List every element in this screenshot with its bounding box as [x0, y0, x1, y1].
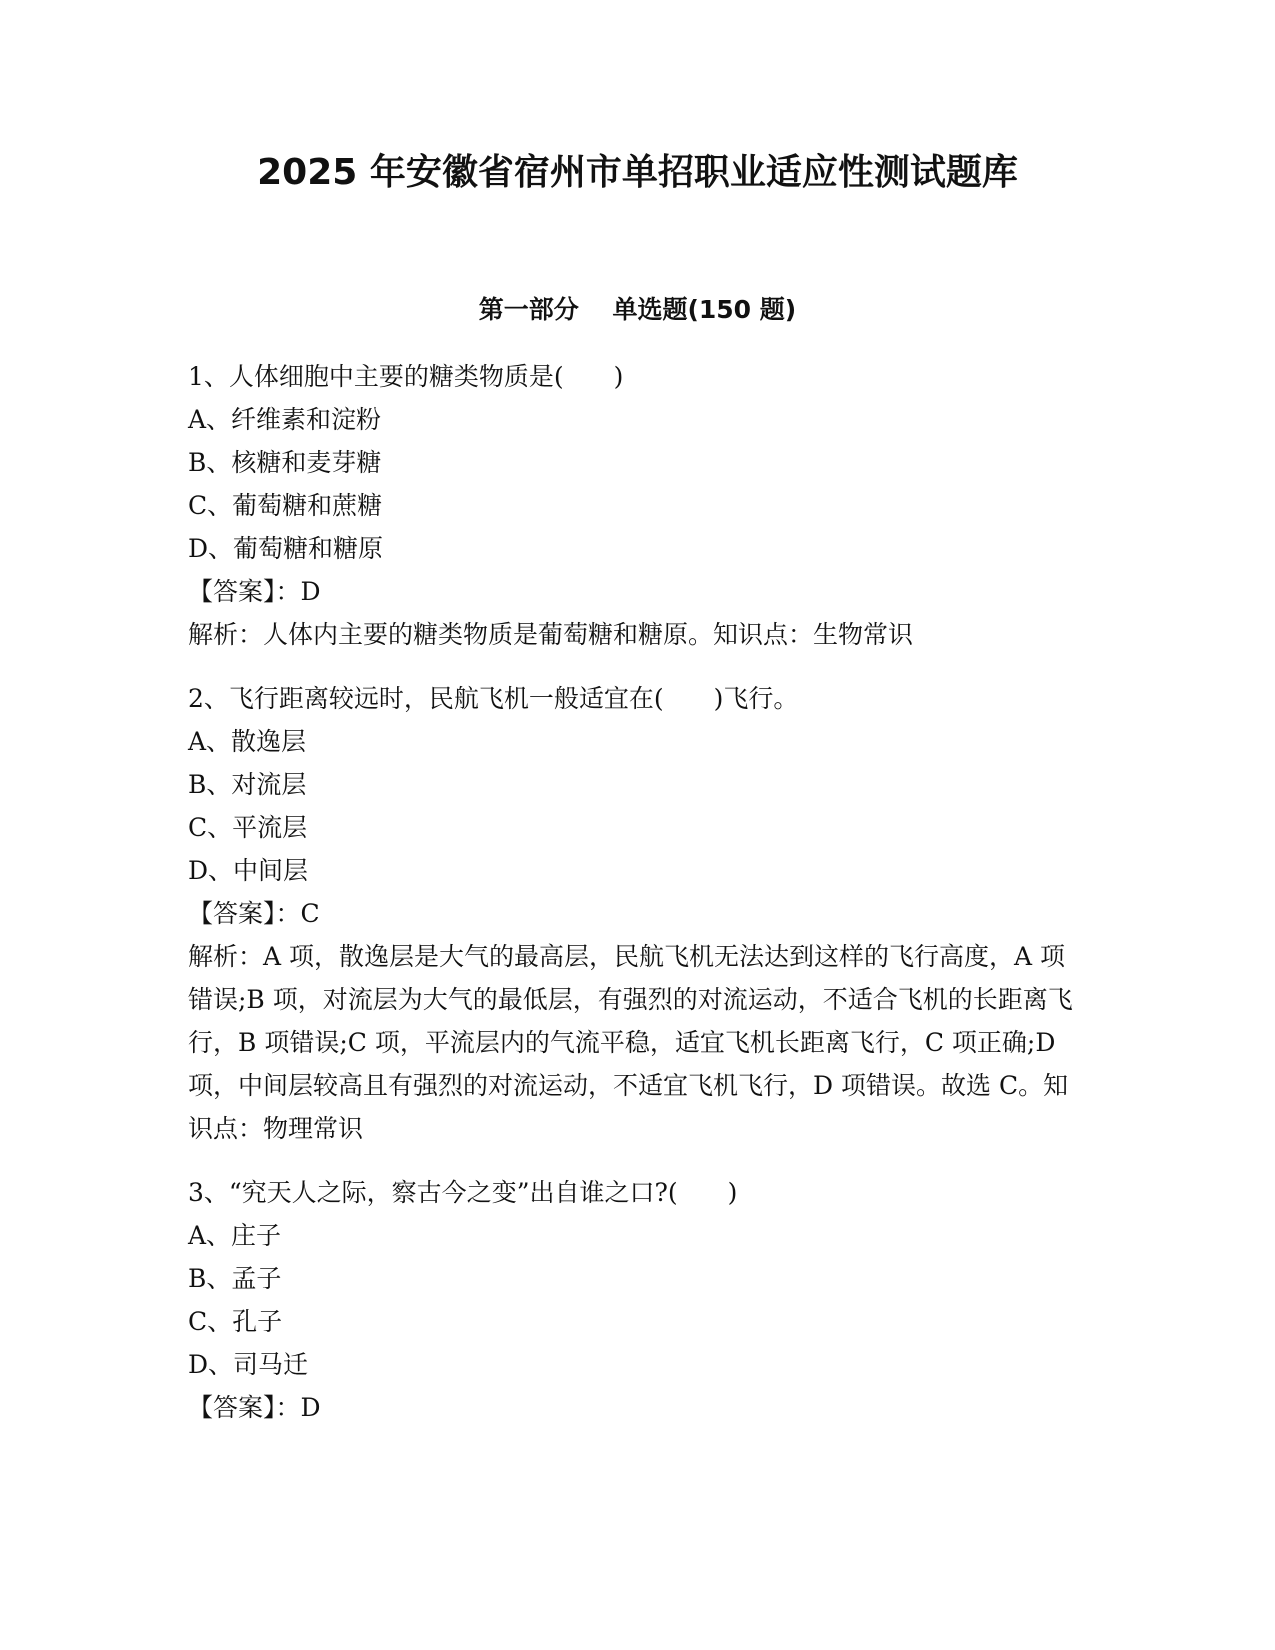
question-1: [188, 355, 1088, 656]
answer-line: 【答案】：C: [188, 899, 320, 928]
option-c: C、平流层: [188, 813, 308, 842]
document-title: 2025 年安徽省宿州市单招职业适应性测试题库: [257, 152, 1018, 193]
explanation: 解析：A 项，散逸层是大气的最高层，民航飞机无法达到这样的飞行高度，A 项错误;B 项，对流层为大气的最低层，有强烈的对流运动，不适合飞机的长距离飞行，B 项错误;C 项，平流层内的气流平稳，适宜飞机长距离飞行，C 项正确;D 项，中间层较高且有强烈的对流运动，不适宜飞机飞行，D 项错误。故选 C。知识点：物理常识: [188, 942, 1073, 1143]
answer-line: 【答案】：D: [188, 1393, 321, 1422]
question-stem: 1、人体细胞中主要的糖类物质是( ): [188, 362, 624, 391]
option-b: B、孟子: [188, 1264, 282, 1293]
option-a: A、纤维素和淀粉: [188, 405, 382, 434]
answer-line: 【答案】：D: [188, 577, 321, 606]
option-c: C、孔子: [188, 1307, 283, 1336]
option-d: D、中间层: [188, 856, 309, 885]
question-stem: 2、飞行距离较远时，民航飞机一般适宜在( )飞行。: [188, 684, 799, 713]
option-d: D、葡萄糖和糖原: [188, 534, 384, 563]
question-3: [188, 1171, 1088, 1429]
option-b: B、核糖和麦芽糖: [188, 448, 382, 477]
section-title: 第一部分 单选题(150 题): [478, 295, 797, 324]
option-c: C、葡萄糖和蔗糖: [188, 491, 383, 520]
option-a: A、庄子: [188, 1221, 282, 1250]
option-b: B、对流层: [188, 770, 307, 799]
question-stem: 3、“究天人之际，察古今之变”出自谁之口?( ): [188, 1178, 738, 1207]
option-a: A、散逸层: [188, 727, 307, 756]
question-2: [188, 677, 1088, 1150]
explanation: 解析：人体内主要的糖类物质是葡萄糖和糖原。知识点：生物常识: [188, 620, 914, 649]
option-d: D、司马迁: [188, 1350, 309, 1379]
question-list: [188, 355, 1088, 1450]
